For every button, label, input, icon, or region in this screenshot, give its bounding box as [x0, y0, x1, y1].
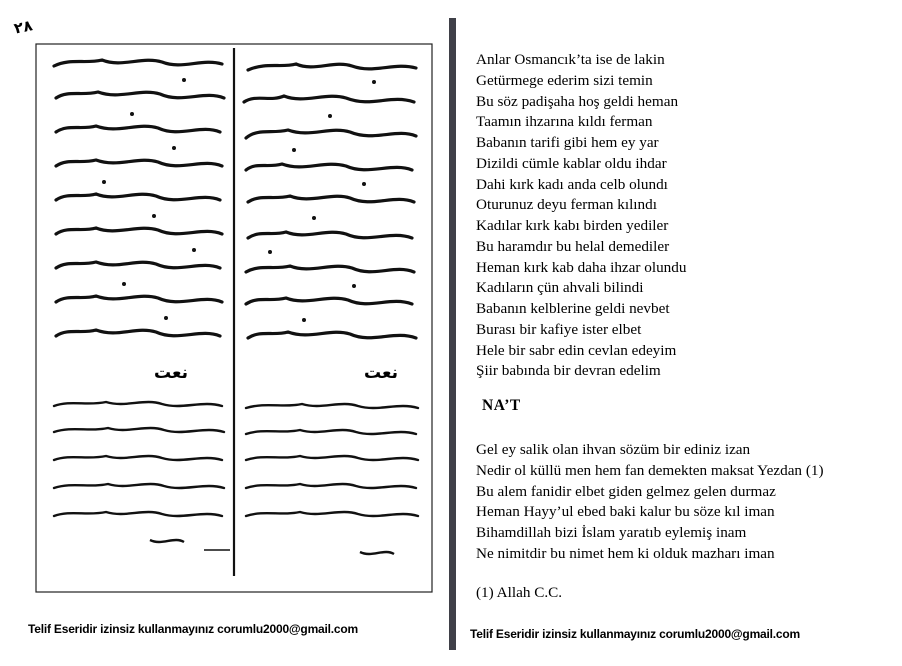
verse-line: Bu haramdır bu helal demediler	[476, 237, 670, 255]
verse-line: Bu söz padişaha hoş geldi heman	[476, 92, 679, 110]
verse-line: Anlar Osmancık’ta ise de lakin	[476, 51, 665, 68]
verse-line: Kadılar kırk kabı birden yediler	[476, 217, 669, 234]
manuscript-text-left-column	[54, 60, 224, 336]
copyright-footer-left: Telif Eseridir izinsiz kullanmayınız corumlu2000@gmail.com	[28, 622, 358, 636]
footnote: (1) Allah C.C.	[476, 584, 563, 601]
section-heading-nat: NA’T	[482, 397, 521, 414]
nat-line: Nedir ol küllü men hem fan demekten maksat Yezdan (1)	[476, 461, 824, 479]
manuscript-image	[34, 42, 434, 594]
copyright-footer-right: Telif Eseridir izinsiz kullanmayınız corumlu2000@gmail.com	[470, 627, 800, 641]
catchword-left	[150, 540, 184, 542]
manuscript-lower-text	[54, 402, 418, 516]
verse-line: Dahi kırk kadı anda celb olundı	[476, 175, 668, 193]
verse-line: Hele bir sabr edin cevlan edeyim	[476, 341, 677, 359]
verse-line: Babanın kelblerine geldi nevbet	[476, 300, 670, 317]
page-divider	[449, 18, 456, 650]
manuscript-scan	[34, 42, 434, 594]
verse-line: Babanın tarifi gibi hem ey yar	[476, 134, 659, 151]
verse-line: Taamın ihzarına kıldı ferman	[476, 113, 653, 131]
verse-line: Burası bir kafiye ister elbet	[476, 320, 642, 338]
page-number: ٢٨	[12, 16, 34, 38]
verse-line: Şiir babında bir devran edelim	[476, 362, 661, 380]
section-mark-right: نعت	[364, 363, 398, 383]
section-mark-left: نعت	[154, 363, 188, 383]
verse-line: Heman kırk kab daha ihzar olundu	[476, 258, 687, 276]
manuscript-diacritics	[102, 78, 376, 322]
verse-line: Dizildi cümle kablar oldu ihdar	[476, 154, 667, 172]
nat-verses	[476, 440, 824, 565]
nat-line: Bihamdillah bizi İslam yaratıb eylemiş inam	[476, 524, 747, 542]
nat-line: Bu alem fanidir elbet giden gelmez gelen durmaz	[476, 482, 776, 500]
verse-line: Oturunuz deyu ferman kılındı	[476, 196, 657, 214]
catchword-right	[360, 552, 394, 554]
poem-verses	[476, 50, 686, 382]
nat-line: Ne nimitdir bu nimet hem ki olduk mazharı iman	[476, 544, 775, 562]
verse-line: Kadıların çün ahvali bilindi	[476, 279, 644, 297]
manuscript-text-right-column	[244, 64, 416, 338]
left-page	[0, 0, 445, 666]
verse-line: Getürmege ederim sizi temin	[476, 71, 653, 89]
nat-line: Heman Hayy’ul ebed baki kalur bu söze kıl iman	[476, 503, 775, 521]
nat-line: Gel ey salik olan ihvan sözüm bir ediniz izan	[476, 441, 751, 458]
right-page	[460, 0, 902, 666]
